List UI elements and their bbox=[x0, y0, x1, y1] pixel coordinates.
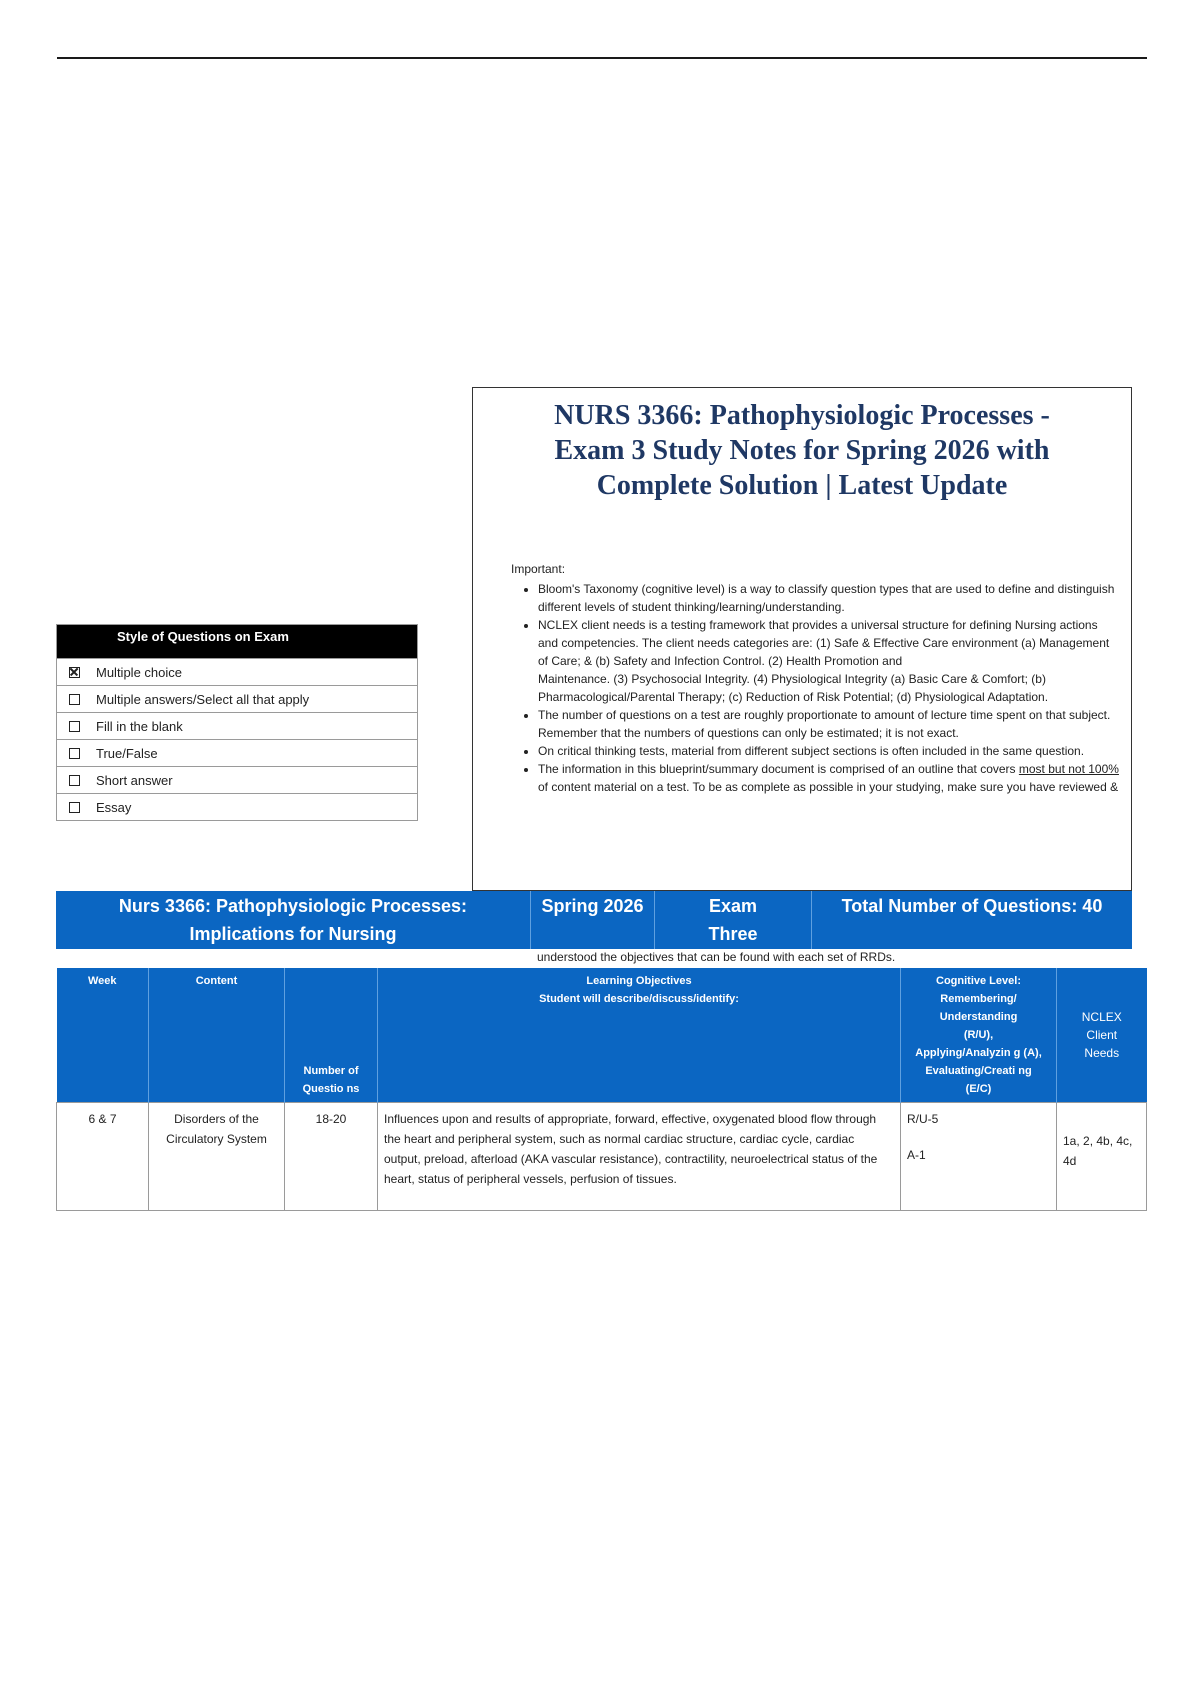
note-text: of content material on a test. To be as complete as possible in your studying, make sure you have reviewed & bbox=[538, 780, 1119, 794]
banner-course-line: Implications for Nursing bbox=[189, 924, 397, 944]
cell-number-of-questions: 18-20 bbox=[285, 1103, 378, 1211]
note-text: On critical thinking tests, material from different subject sections is often included in the same question. bbox=[538, 744, 1085, 758]
question-style-label: Fill in the blank bbox=[96, 718, 183, 734]
header-nclex-client-needs bbox=[1057, 968, 1147, 1103]
table-row bbox=[57, 1103, 1147, 1211]
title-line: Exam 3 Study Notes for Spring 2026 with bbox=[554, 435, 1050, 466]
cell-content: Disorders of the Circulatory System bbox=[149, 1103, 285, 1211]
note-bullet bbox=[538, 580, 1119, 616]
question-style-item bbox=[57, 739, 417, 766]
exam-blueprint-table bbox=[56, 968, 1147, 1211]
note-bullet bbox=[538, 760, 1119, 796]
course-banner bbox=[56, 891, 1132, 949]
header-learning-objectives bbox=[378, 968, 901, 1103]
question-style-item bbox=[57, 793, 417, 820]
empty-checkbox-icon bbox=[69, 694, 80, 705]
cognitive-value: A-1 bbox=[907, 1148, 926, 1162]
banner-term-text: Spring 2026 bbox=[541, 896, 644, 916]
banner-course-line: Nurs 3366: Pathophysiologic Processes: bbox=[118, 896, 468, 916]
note-text: Maintenance. (3) Psychosocial Integrity. (4) Physiological Integrity (a) Basic Care & Comfort; (b) Pharmacological/Parental Therapy; (c) Reduction of Risk Potential; (d) Physiological Adaptation. bbox=[538, 672, 1049, 704]
header-content: Content bbox=[149, 968, 285, 1103]
empty-checkbox-icon bbox=[69, 775, 80, 786]
question-style-item bbox=[57, 658, 417, 685]
note-text: The information in this blueprint/summary document is comprised of an outline that covers bbox=[538, 762, 1019, 776]
empty-checkbox-icon bbox=[69, 721, 80, 732]
nclex-value: 1a, 2, 4b, 4c, 4d bbox=[1063, 1134, 1133, 1168]
empty-checkbox-icon bbox=[69, 802, 80, 813]
question-style-label: Short answer bbox=[96, 772, 173, 788]
cell-cognitive-level bbox=[901, 1103, 1057, 1211]
question-style-item bbox=[57, 685, 417, 712]
header-nclex-line: Needs bbox=[1084, 1046, 1120, 1060]
banner-term bbox=[531, 891, 655, 949]
banner-total-questions bbox=[812, 891, 1132, 949]
question-style-box bbox=[56, 624, 418, 821]
cell-nclex-client-needs bbox=[1057, 1103, 1147, 1211]
question-style-label: Essay bbox=[96, 799, 132, 815]
note-text: The number of questions on a test are roughly proportionate to amount of lecture time spent on that subject. Remember that the numbers of questions can only be estimated; it is not exact. bbox=[538, 708, 1111, 740]
empty-checkbox-icon bbox=[69, 748, 80, 759]
document-title bbox=[493, 398, 1111, 503]
important-notes bbox=[511, 560, 1119, 796]
note-underlined-text: most but not 100% bbox=[1018, 762, 1119, 776]
question-style-item bbox=[57, 712, 417, 739]
banner-total-text: Total Number of Questions: 40 bbox=[841, 896, 1103, 916]
cognitive-value: R/U-5 bbox=[907, 1112, 939, 1126]
header-week: Week bbox=[57, 968, 149, 1103]
note-text: NCLEX client needs is a testing framework that provides a universal structure for defining Nursing actions and competencies. The client needs categories are: (1) Safe & Effective Care environment (a) Management of Care; & (b) Safety and Infection Control. (2) Health Promotion and bbox=[538, 618, 1110, 668]
banner-exam-line: Three bbox=[708, 924, 758, 944]
note-bullet bbox=[538, 706, 1119, 742]
header-cognitive-line: Applying/Analyzin g (A), bbox=[915, 1047, 1042, 1059]
question-style-label: True/False bbox=[96, 745, 158, 761]
question-style-label: Multiple choice bbox=[96, 664, 182, 680]
question-style-item bbox=[57, 766, 417, 793]
banner-course-name bbox=[56, 891, 531, 949]
header-cognitive-line: Cognitive Level: bbox=[936, 975, 1021, 987]
header-cognitive-line: Remembering/ bbox=[940, 993, 1017, 1005]
note-bullet bbox=[538, 742, 1119, 760]
banner-exam-line: Exam bbox=[708, 896, 758, 916]
header-objectives-line: Learning Objectives bbox=[586, 975, 692, 987]
question-style-heading: Style of Questions on Exam bbox=[57, 625, 417, 658]
cell-learning-objectives: Influences upon and results of appropriate, forward, effective, oxygenated blood flow through the heart and peripheral system, such as normal cardiac structure, cardiac cycle, cardiac output, preload, afterload (AKA vascular resistance), contractility, neuroelectrical status of the heart, status of peripheral vessels, perfusion of tissues. bbox=[378, 1103, 901, 1211]
header-nclex-line: Client bbox=[1086, 1028, 1118, 1042]
header-nclex-line: NCLEX bbox=[1081, 1010, 1122, 1024]
header-objectives-line: Student will describe/discuss/identify: bbox=[539, 993, 739, 1005]
cell-week: 6 & 7 bbox=[57, 1103, 149, 1211]
header-cognitive-line: (R/U), bbox=[963, 1029, 994, 1041]
header-cognitive-level bbox=[901, 968, 1057, 1103]
study-notes-panel bbox=[472, 387, 1132, 891]
notes-continuation: understood the objectives that can be found with each set of RRDs. bbox=[537, 950, 896, 964]
header-cognitive-line: (E/C) bbox=[965, 1083, 992, 1095]
title-line: Complete Solution | Latest Update bbox=[596, 470, 1008, 501]
checked-checkbox-icon bbox=[69, 667, 80, 678]
top-horizontal-rule bbox=[57, 57, 1147, 59]
table-header-row bbox=[57, 968, 1147, 1103]
note-bullet bbox=[538, 616, 1119, 706]
question-style-label: Multiple answers/Select all that apply bbox=[96, 691, 310, 707]
important-label: Important: bbox=[511, 562, 566, 576]
note-text: Bloom's Taxonomy (cognitive level) is a way to classify question types that are used to define and distinguish different levels of student thinking/learning/understanding. bbox=[538, 582, 1115, 614]
banner-exam bbox=[655, 891, 812, 949]
notes-list bbox=[511, 580, 1119, 796]
header-number-of-questions: Number of Questio ns bbox=[285, 968, 378, 1103]
title-line: NURS 3366: Pathophysiologic Processes - bbox=[554, 400, 1050, 431]
header-cognitive-line: Understanding bbox=[939, 1011, 1018, 1023]
header-cognitive-line: Evaluating/Creati ng bbox=[925, 1065, 1032, 1077]
